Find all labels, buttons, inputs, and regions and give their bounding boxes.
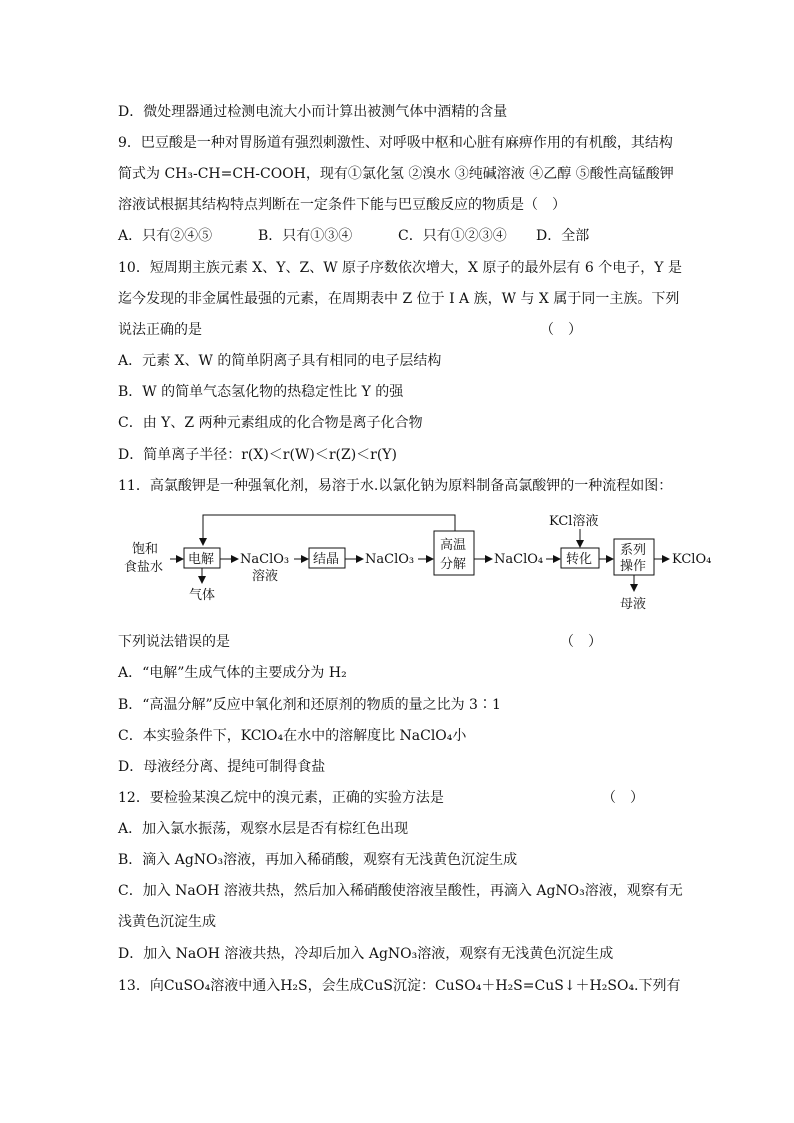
box-conversion-label: 转化 xyxy=(566,552,593,567)
q12-option-d: D．加入 NaOH 溶液共热，冷却后加入 AgNO₃溶液，观察有无浅黄色沉淀生成 xyxy=(118,946,614,962)
q11-option-a: A．“电解”生成气体的主要成分为 H₂ xyxy=(118,665,347,681)
kcl-solution-label: KCl溶液 xyxy=(549,514,599,529)
box-series-label-2: 操作 xyxy=(620,559,647,574)
q11-option-d: D．母液经分离、提纯可制得食盐 xyxy=(118,759,326,775)
q11-answer-paren: （ ） xyxy=(560,634,602,650)
q10-option-a: A．元素 X、W 的简单阴离子具有相同的电子层结构 xyxy=(118,353,442,369)
q9-option-d: D．全部 xyxy=(536,228,590,244)
q10-answer-paren: （ ） xyxy=(540,322,582,338)
q8-option-d: D．微处理器通过检测电流大小而计算出被测气体中酒精的含量 xyxy=(118,104,508,120)
q11-option-b: B．“高温分解”反应中氧化剂和还原剂的物质的量之比为 3∶1 xyxy=(118,697,501,713)
naclo4-label: NaClO₄ xyxy=(494,552,544,567)
q9-stem-line3: 溶液试根据其结构特点判断在一定条件下能与巴豆酸反应的物质是（ ） xyxy=(118,197,566,213)
q12-stem: 12．要检验某溴乙烷中的溴元素，正确的实验方法是 xyxy=(118,790,444,806)
input-label-2: 食盐水 xyxy=(124,560,164,575)
q12-answer-paren: （ ） xyxy=(602,790,644,806)
q10-option-d: D．简单离子半径：r(X)＜r(W)＜r(Z)＜r(Y) xyxy=(118,447,398,463)
recycle-arrow xyxy=(203,515,455,545)
q12-option-b: B．滴入 AgNO₃溶液，再加入稀硝酸，观察有无浅黄色沉淀生成 xyxy=(118,852,518,868)
q12-option-a: A．加入氯水振荡，观察水层是否有棕红色出现 xyxy=(118,821,409,837)
q10-stem-line3: 说法正确的是 xyxy=(118,322,202,338)
input-label-1: 饱和 xyxy=(132,542,159,557)
q11-stem-line2: 下列说法错误的是 xyxy=(118,634,230,650)
mother-liquor-label: 母液 xyxy=(620,597,647,612)
q9-stem-line2: 简式为 CH₃-CH=CH-COOH，现有①氯化氢 ②溴水 ③纯碱溶液 ④乙醇 ⑤酸性高锰酸钾 xyxy=(118,166,674,182)
q10-option-c: C．由 Y、Z 两种元素组成的化合物是离子化合物 xyxy=(118,415,423,431)
q10-stem-line1: 10．短周期主族元素 X、Y、Z、W 原子序数依次增大，X 原子的最外层有 6 个电子，Y 是 xyxy=(118,260,682,276)
q10-stem-line2: 迄今发现的非金属性最强的元素，在周期表中 Z 位于 I A 族，W 与 X 属于同一主族。下列 xyxy=(118,291,680,307)
gas-label: 气体 xyxy=(189,588,216,603)
q13-stem-line1: 13．向CuSO₄溶液中通入H₂S，会生成CuS沉淀：CuSO₄＋H₂S=CuS↓＋H₂SO₄.下列有 xyxy=(118,978,681,994)
q9-option-c: C．只有①②③④ xyxy=(398,228,507,244)
naclo3-solution-label-1: NaClO₃ xyxy=(240,552,290,567)
q12-option-c-line1: C．加入 NaOH 溶液共热，然后加入稀硝酸使溶液呈酸性，再滴入 AgNO₃溶液，观察有无 xyxy=(118,883,683,899)
q11-option-c: C．本实验条件下，KClO₄在水中的溶解度比 NaClO₄小 xyxy=(118,728,467,744)
q9-option-a: A．只有②④⑤ xyxy=(118,228,213,244)
q9-stem-line1: 9．巴豆酸是一种对胃肠道有强烈刺激性、对呼吸中枢和心脏有麻痹作用的有机酸，其结构 xyxy=(118,135,673,151)
q12-option-c-line2: 浅黄色沉淀生成 xyxy=(118,914,216,930)
naclo3-label: NaClO₃ xyxy=(365,552,415,567)
q11-flow-diagram xyxy=(0,505,794,615)
q10-option-b: B．W 的简单气态氢化物的热稳定性比 Y 的强 xyxy=(118,384,404,400)
kclo4-label: KClO₄ xyxy=(672,552,712,567)
box-decomposition-label-1: 高温 xyxy=(440,538,467,553)
box-decomposition-label-2: 分解 xyxy=(440,557,467,572)
q9-option-b: B．只有①③④ xyxy=(258,228,353,244)
naclo3-solution-label-2: 溶液 xyxy=(252,569,279,584)
box-crystallization-label: 结晶 xyxy=(313,552,340,567)
q11-stem-line1: 11．高氯酸钾是一种强氧化剂，易溶于水.以氯化钠为原料制备高氯酸钾的一种流程如图： xyxy=(118,478,673,494)
box-series-label-1: 系列 xyxy=(620,543,647,558)
box-electrolysis-label: 电解 xyxy=(188,552,215,567)
